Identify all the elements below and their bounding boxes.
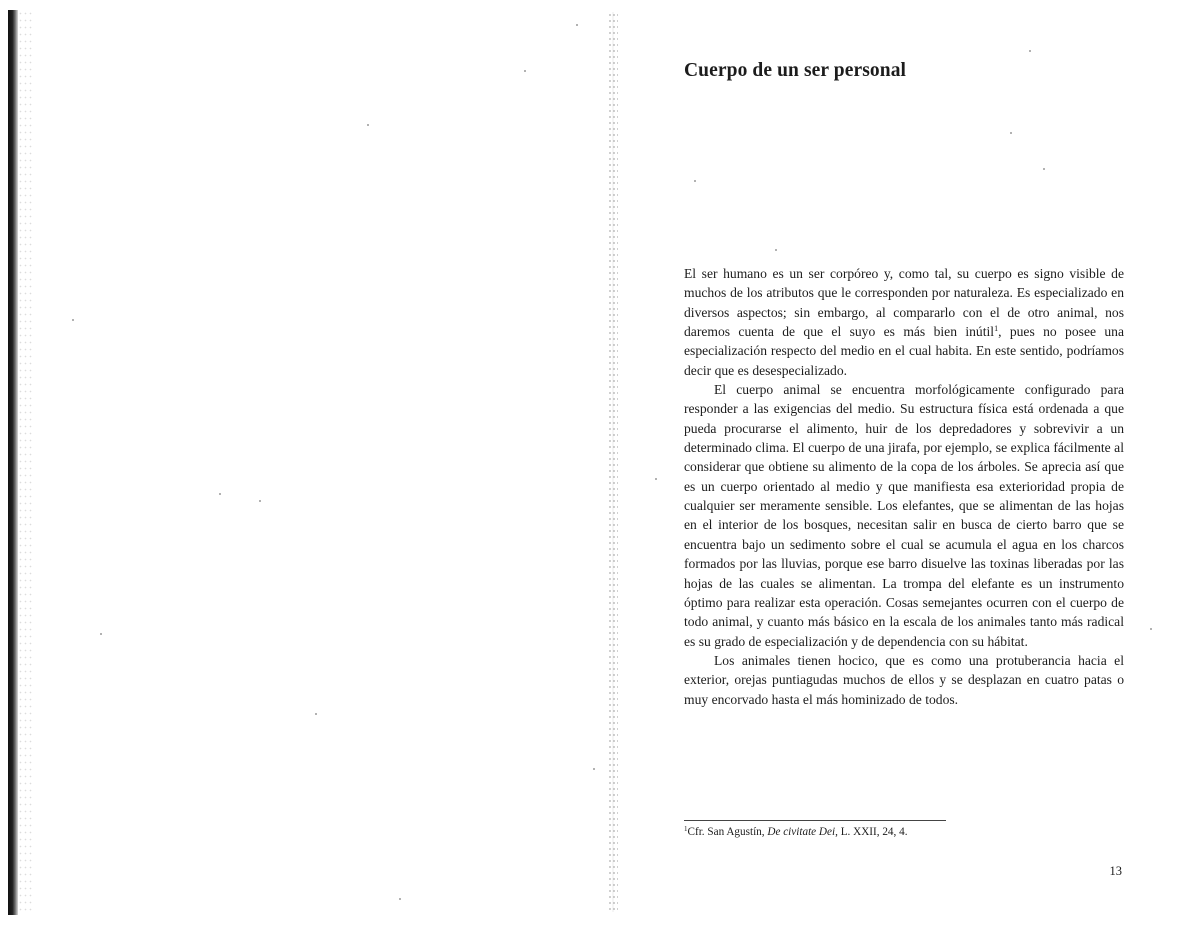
footnote-suffix: , L. XXII, 24, 4. — [835, 826, 908, 838]
scan-speck — [576, 24, 578, 26]
scan-speck — [100, 633, 102, 635]
scan-speck — [219, 493, 221, 495]
left-binding-edge — [8, 10, 18, 915]
footnote-prefix: Cfr. San Agustín, — [687, 826, 768, 838]
footnote-reference: 1 — [994, 324, 999, 334]
scan-speck — [593, 768, 595, 770]
footnote — [684, 826, 1124, 838]
scan-speck — [1150, 628, 1152, 630]
footnote-mark: 1 — [684, 825, 688, 833]
paragraph-text: El cuerpo animal se encuentra morfológicamente configurado para responder a las exigencias del medio. Su estructura física está ordenada a que pueda procurarse el alimento, huir de los depredadores y sobrevivir a un determinado clima. El cuerpo de una jirafa, por ejemplo, se explica fácilmente al considerar que obtiene su alimento de la copa de los árboles. Se aprecia así que es un cuerpo orientado al medio y que manifiesta esa exterioridad propia de cualquier ser meramente sensible. Los elefantes, que se alimentan de las hojas en el interior de los bosques, necesitan salir en busca de cierto barro que se encuentra bajo un sedimento sobre el cual se acumula el agua en los charcos formados por las lluvias, porque ese barro disuelve las toxinas liberadas por las hojas de las cuales se alimentan. La trompa del elefante es un instrumento óptimo para realizar esta operación. Cosas semejantes ocurren con el cuerpo de todo animal, y cuanto más básico en la escala de los animales tanto más radical es su grado de especialización y de dependencia con su hábitat. — [684, 382, 1124, 649]
scan-speck — [524, 70, 526, 72]
scan-speck — [367, 124, 369, 126]
left-edge-speckle — [18, 10, 34, 915]
paragraph — [684, 264, 1124, 380]
chapter-title: Cuerpo de un ser personal — [684, 60, 907, 81]
paragraph — [684, 651, 1124, 709]
footnote-separator — [684, 820, 946, 821]
paragraph-text: El ser humano es un ser corpóreo y, como tal, su cuerpo es signo visible de muchos de los atributos que le corresponden por naturaleza. Es especializado en diversos aspectos; sin embargo, al compararlo con el de otro animal, nos daremos cuenta de que el suyo es más bien inútil — [684, 266, 1124, 340]
right-page — [684, 0, 1126, 927]
scan-speck — [259, 500, 261, 502]
scan-speck — [315, 713, 317, 715]
page-number: 13 — [1109, 864, 1122, 878]
scan-speck — [399, 898, 401, 900]
footnote-work-title: De civitate Dei — [767, 826, 836, 838]
paragraph — [684, 380, 1124, 651]
scan-speck — [72, 319, 74, 321]
scan-speck — [655, 478, 657, 480]
body-text — [684, 264, 1124, 709]
paragraph-text-continued: , pues no posee una especialización respecto del medio en el cual habita. En este sentido, podríamos decir que es desespecializado. — [684, 324, 1124, 378]
paragraph-text: Los animales tienen hocico, que es como una protuberancia hacia el exterior, orejas puntiagudas muchos de ellos y se desplazan en cuatro patas o muy encorvado hasta el más hominizado de todos. — [684, 652, 1124, 707]
center-gutter — [608, 12, 618, 912]
